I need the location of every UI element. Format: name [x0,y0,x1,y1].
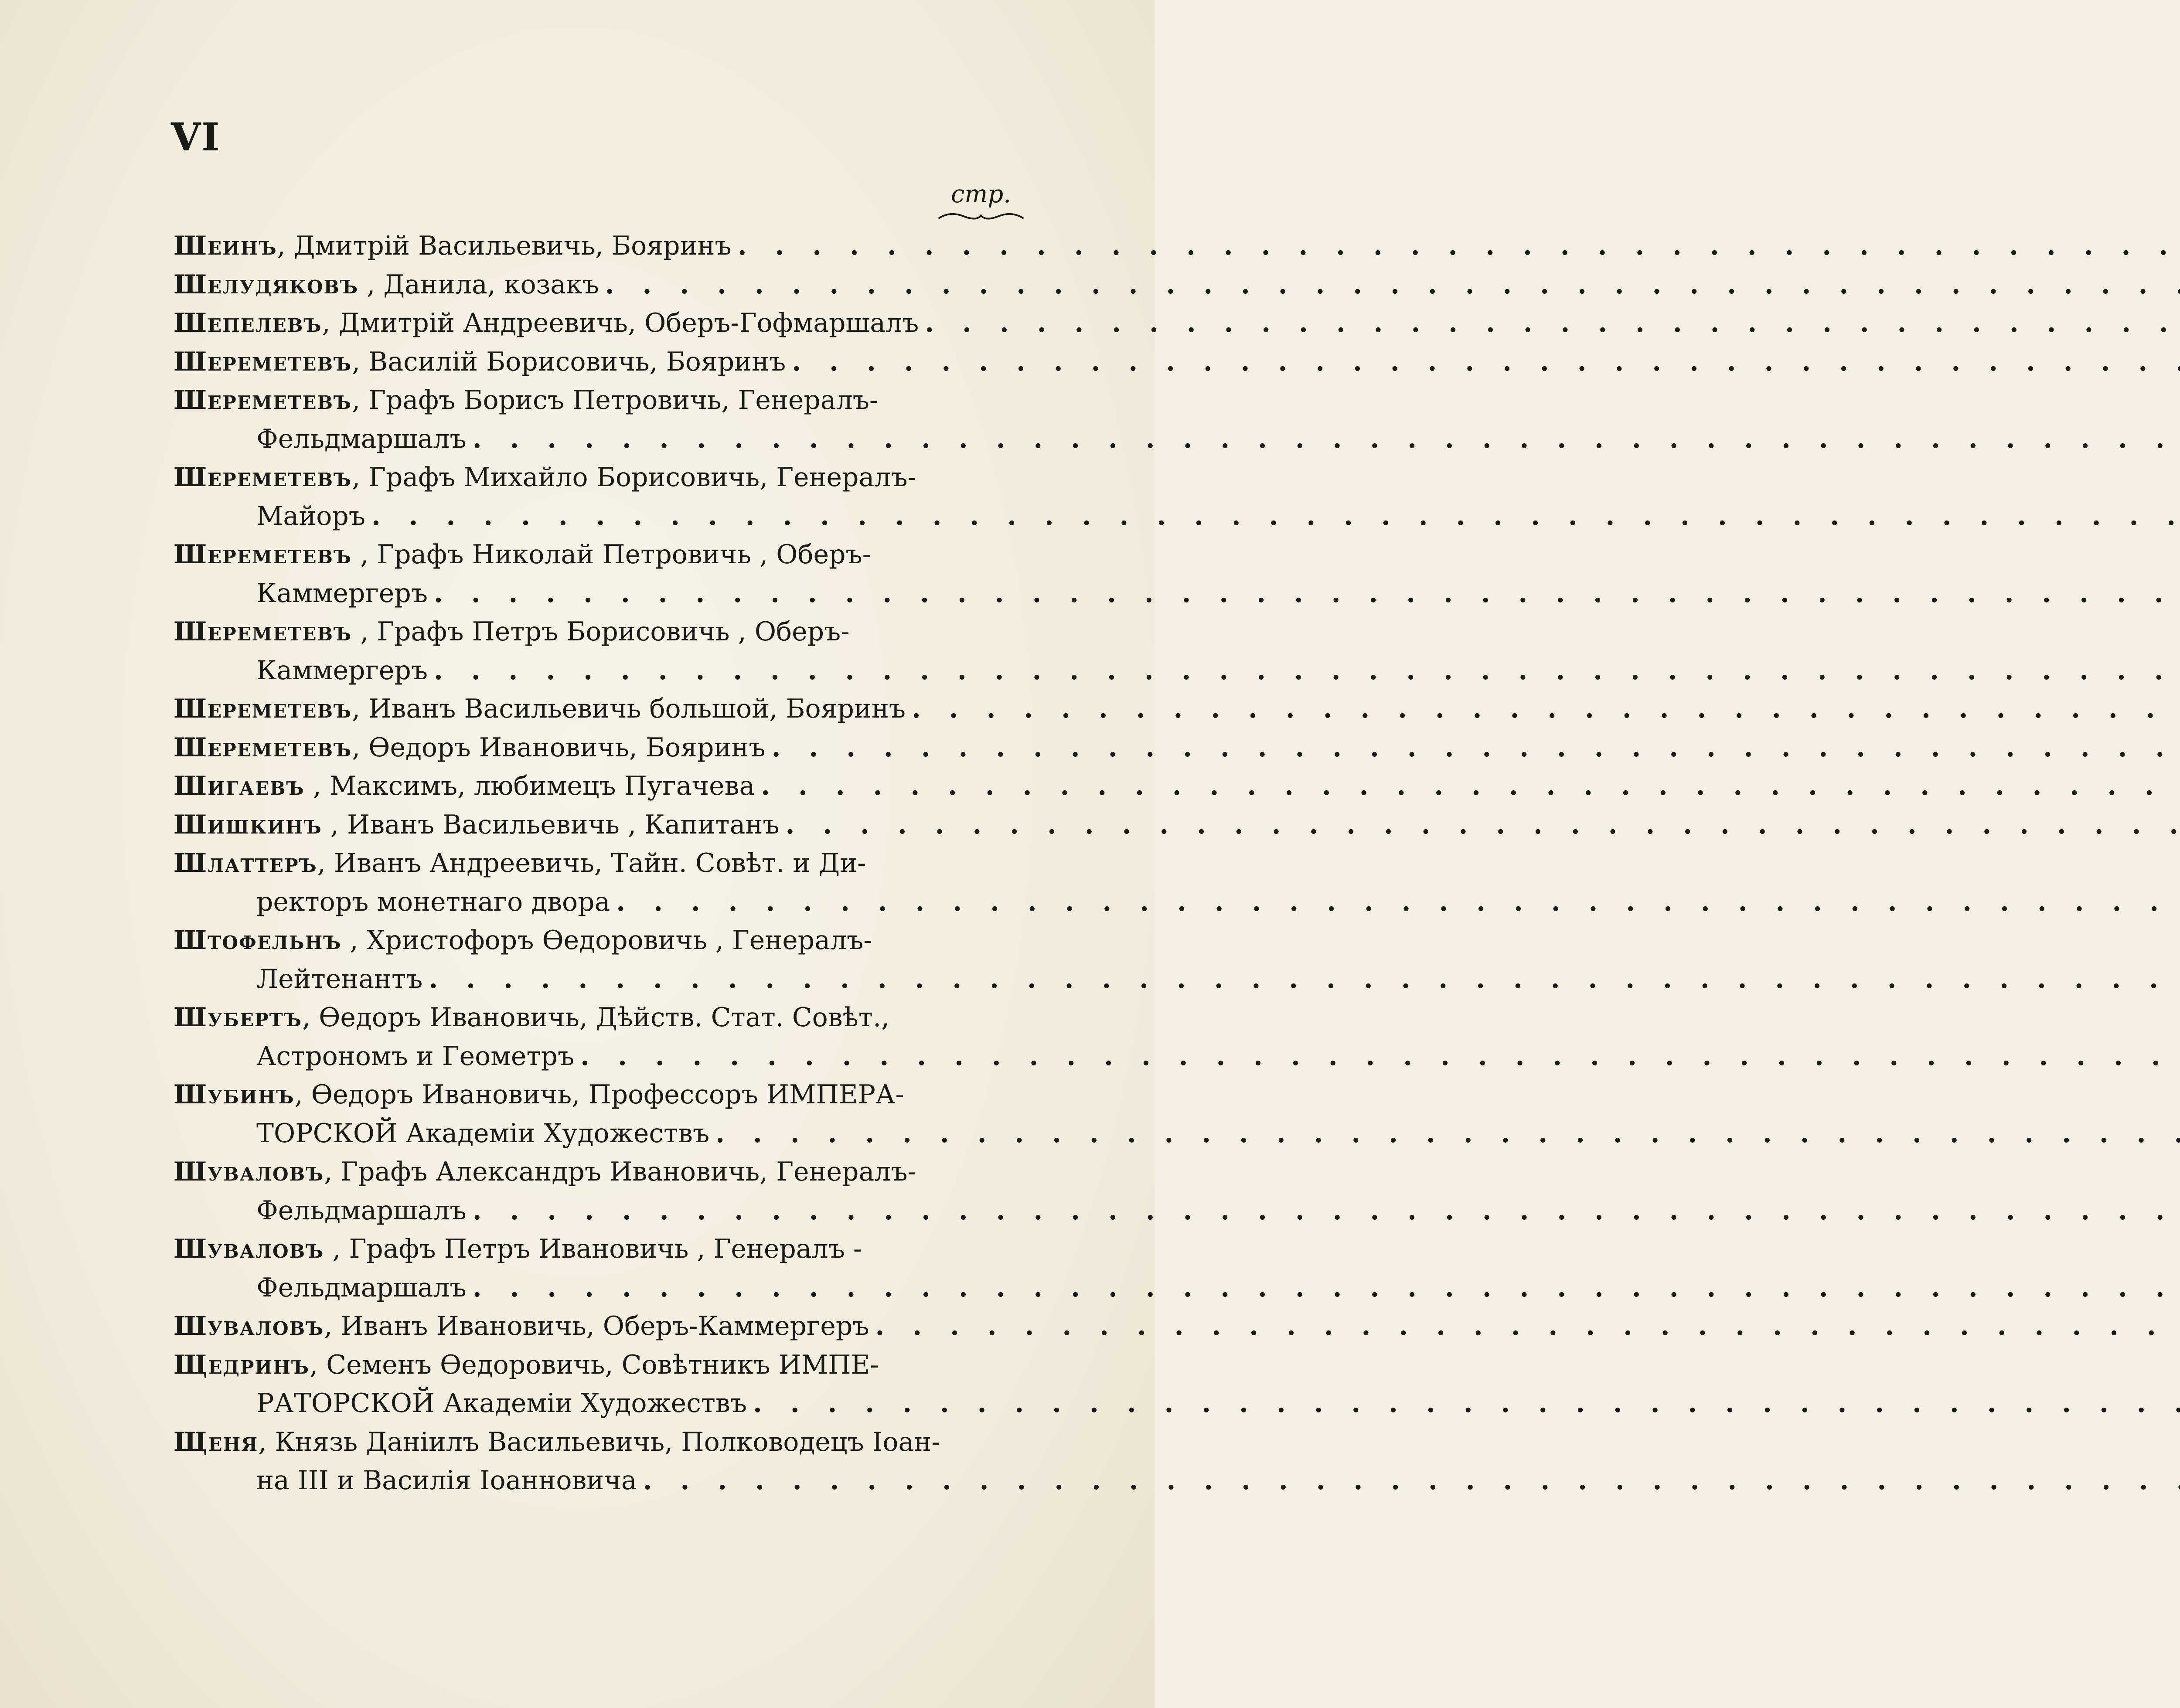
dot-leader [766,728,2180,767]
index-entry-line [174,458,1024,497]
dot-leader [709,1114,2180,1153]
entry-surname: Шелудяковъ [174,269,359,300]
entry-text [256,960,422,999]
entry-description: Фельдмаршалъ [256,423,467,454]
index-entry-continuation-line [174,1114,1024,1153]
entry-description: , Максимъ, любимецъ Пугачева [304,771,755,801]
entry-description: Фельдмаршалъ [256,1195,467,1226]
entry-description: , Иванъ Андреевичь, Тайн. Совѣт. и Ди- [317,848,866,878]
index-entry-line [174,921,1024,960]
index-entry-continuation-line [174,1269,1024,1307]
dot-leader [610,883,2180,922]
entry-description: ТОРСКОЙ Академіи Художествъ [256,1118,710,1149]
column-header-label: стр. [950,180,1012,208]
entry-text [174,227,732,265]
swash-ornament-icon [937,209,1025,222]
index-entry [174,381,1024,458]
dot-leader [786,343,2180,381]
index-entry-line [174,265,1024,304]
index-entry-continuation-line [174,574,1024,613]
index-entry-line [174,304,1024,343]
index-entry [174,1075,1024,1153]
dot-leader [906,690,2180,728]
entry-text [256,574,428,613]
entry-description: , Дмитрій Андреевичь, Оберъ-Гофмаршалъ [322,308,919,338]
dot-leader [599,265,2180,304]
entry-text [174,998,889,1037]
entry-text [174,1307,869,1346]
entry-description: , Өедоръ Ивановичь, Профессоръ ИМПЕРА- [294,1079,904,1110]
index-entry [174,998,1024,1075]
index-entry [174,535,1024,612]
dot-leader [780,806,2180,844]
entry-surname: Шереметевъ [174,346,352,377]
dot-leader [428,574,2180,613]
index-entry-continuation-line [174,651,1024,690]
entry-text [174,767,755,806]
dot-leader [422,960,2180,999]
entry-description: , Князь Даніилъ Васильевичь, Полководецъ Іоан- [258,1426,940,1457]
index-entry [174,921,1024,998]
entry-description: , Өедоръ Ивановичь, Бояринъ [352,732,766,763]
index-entry [174,458,1024,535]
index-entry-line [174,612,1024,651]
entry-text [256,1114,709,1153]
entry-surname: Шереметевъ [174,732,352,763]
entry-text [174,1075,904,1114]
entry-surname: Шуваловъ [174,1234,324,1264]
entry-description: , Өедоръ Ивановичь, Дѣйств. Стат. Совѣт., [302,1002,890,1033]
index-entry-continuation-line [174,960,1024,999]
entry-text [256,1269,467,1307]
index-entry-continuation-line [174,420,1024,459]
entry-surname: Шигаевъ [174,771,305,801]
index-entry-continuation-line [174,497,1024,536]
entry-description: , Графъ Михайло Борисовичь, Генералъ- [352,462,916,493]
entry-description: , Семенъ Өедоровичь, Совѣтникъ ИМПЕ- [310,1349,879,1380]
entry-text [174,1230,862,1269]
entry-text [256,1384,747,1423]
entry-text [256,883,610,922]
entry-text [174,1346,879,1385]
dot-leader [747,1384,2180,1423]
dot-leader [467,1191,2180,1230]
dot-leader [428,651,2180,690]
index-entry-line [174,343,1024,381]
entry-description: Фельдмаршалъ [256,1272,467,1303]
entry-surname: Штофельнъ [174,925,342,956]
entry-description: , Иванъ Ивановичь, Оберъ-Каммергеръ [324,1311,869,1341]
dot-leader [637,1461,2180,1500]
index-entry-line [174,381,1024,420]
entry-description: Лейтенантъ [256,963,423,994]
entry-text [174,1153,916,1191]
entry-surname: Шепелевъ [174,308,322,338]
entry-description: , Графъ Борисъ Петровичь, Генералъ- [352,385,879,415]
index-entry [174,690,1024,728]
entry-text [174,612,850,651]
entry-description: , Данила, козакъ [358,269,599,300]
entry-surname: Щедринъ [174,1349,310,1380]
entry-text [174,1423,940,1462]
index-entry [174,844,1024,921]
index-entry [174,728,1024,767]
entry-text [256,1191,467,1230]
dot-leader [467,1269,2180,1307]
index-entry-continuation-line [174,1384,1024,1423]
index-entry-line [174,1230,1024,1269]
index-entry-continuation-line [174,1037,1024,1076]
index-entry-line [174,728,1024,767]
entry-text [174,806,780,844]
entry-text [256,497,365,536]
entry-text [174,381,878,420]
entry-description: ректоръ монетнаго двора [256,886,610,917]
index-entry [174,806,1024,844]
entry-text [174,690,906,728]
index-entry [174,265,1024,304]
entry-description: Майоръ [256,500,365,531]
index-entry [174,1307,1024,1346]
index-entry-line [174,1346,1024,1385]
entry-text [174,304,919,343]
index-entry-line [174,806,1024,844]
entry-description: на III и Василія Іоанновича [256,1465,637,1496]
index-entry-line [174,690,1024,728]
entry-surname: Шубинъ [174,1079,295,1110]
entry-text [174,343,786,381]
entry-surname: Шереметевъ [174,462,352,493]
entry-text [256,1461,637,1500]
entry-description: , Иванъ Васильевичь большой, Бояринъ [352,694,906,724]
index-entry-line [174,1423,1024,1462]
index-entry-line [174,1075,1024,1114]
dot-leader [365,497,2180,536]
entry-text [256,651,428,690]
dot-leader [732,227,2180,265]
index-entry-line [174,844,1024,883]
entry-text [174,265,599,304]
dot-leader [574,1037,2180,1076]
index-entry [174,767,1024,806]
entry-surname: Шуваловъ [174,1157,324,1187]
index-entry [174,1423,1024,1500]
index-entry [174,304,1024,343]
entry-surname: Шереметевъ [174,539,352,570]
index-entry-line [174,767,1024,806]
index-entries-list [174,227,1024,1500]
index-entry [174,1153,1024,1230]
entry-description: , Христофоръ Өедоровичь , Генералъ- [341,925,872,956]
entry-description: , Василій Борисовичь, Бояринъ [352,346,786,377]
entry-surname: Шеинъ [174,231,277,261]
dot-leader [755,767,2180,806]
entry-surname: Шишкинъ [174,809,322,840]
index-entry-continuation-line [174,1461,1024,1500]
index-entry-continuation-line [174,1191,1024,1230]
dot-leader [869,1307,2180,1346]
entry-text [174,728,766,767]
entry-description: , Графъ Александръ Ивановичь, Генералъ- [324,1157,916,1187]
entry-description: , Графъ Петръ Борисовичь , Оберъ- [352,616,850,647]
index-entry [174,1346,1024,1423]
entry-description: , Дмитрій Васильевичь, Бояринъ [277,231,732,261]
entry-description: Астрономъ и Геометръ [256,1041,575,1072]
entry-description: , Графъ Петръ Ивановичь , Генералъ - [324,1234,862,1264]
entry-surname: Шубертъ [174,1002,303,1033]
index-entry [174,343,1024,381]
entry-text [174,535,871,574]
entry-surname: Шлаттеръ [174,848,317,878]
index-entry-line [174,1153,1024,1191]
index-entry-line [174,1307,1024,1346]
dot-leader [467,420,2180,459]
entry-text [256,1037,574,1076]
entry-description: , Иванъ Васильевичь , Капитанъ [322,809,780,840]
page-column-header [933,182,1029,222]
entry-surname: Шереметевъ [174,385,352,415]
index-entry [174,612,1024,690]
entry-surname: Щеня [174,1426,259,1457]
entry-description: Каммергеръ [256,655,428,686]
index-entry-line [174,998,1024,1037]
entry-text [174,921,872,960]
index-entry [174,1230,1024,1307]
entry-surname: Шереметевъ [174,616,352,647]
dot-leader [919,304,2180,343]
entry-text [174,844,866,883]
entry-description: , Графъ Николай Петровичь , Оберъ- [352,539,871,570]
entry-description: Каммергеръ [256,578,428,609]
index-entry-continuation-line [174,883,1024,922]
index-entry-line [174,535,1024,574]
index-entry-line [174,227,1024,265]
entry-surname: Шуваловъ [174,1311,324,1341]
index-entry [174,227,1024,265]
entry-surname: Шереметевъ [174,694,352,724]
entry-description: РАТОРСКОЙ Академіи Художествъ [256,1388,747,1419]
page-number: VI [171,114,221,160]
entry-text [256,420,467,459]
entry-text [174,458,916,497]
